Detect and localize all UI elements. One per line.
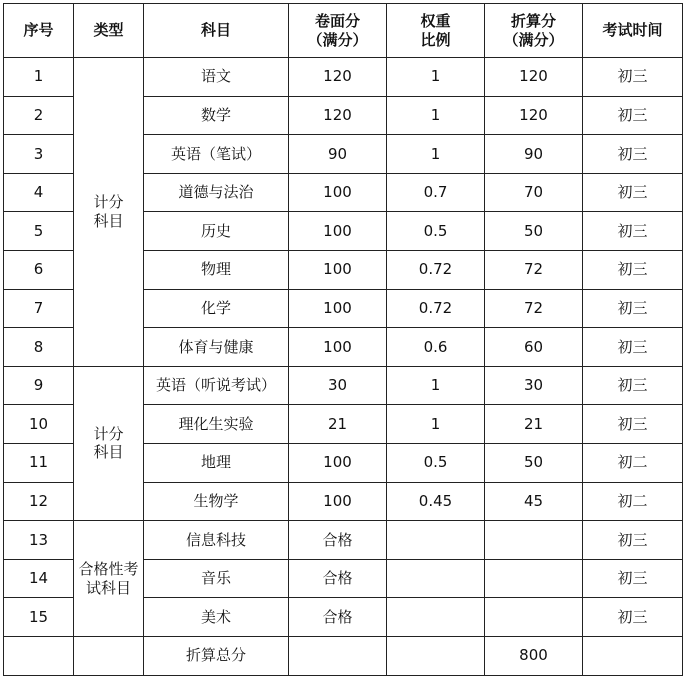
row-number: 12 — [4, 482, 74, 521]
full-score-cell: 合格 — [289, 521, 387, 560]
row-number: 14 — [4, 559, 74, 598]
subject-cell: 信息科技 — [144, 521, 289, 560]
exam-time-cell: 初三 — [583, 58, 683, 97]
converted-score-cell: 120 — [485, 58, 583, 97]
full-score-cell: 100 — [289, 212, 387, 251]
weight-cell: 1 — [387, 96, 485, 135]
full-score-cell: 30 — [289, 366, 387, 405]
header-text: 考试时间 — [602, 21, 663, 40]
converted-score-cell: 60 — [485, 328, 583, 367]
row-number: 6 — [4, 250, 74, 289]
subject-cell: 理化生实验 — [144, 405, 289, 444]
table-row — [4, 58, 683, 97]
header-text: 权重 — [420, 11, 451, 30]
full-score-cell: 100 — [289, 328, 387, 367]
type-label: 计分 — [93, 193, 124, 212]
row-number: 4 — [4, 173, 74, 212]
exam-time-cell: 初三 — [583, 328, 683, 367]
weight-cell: 1 — [387, 405, 485, 444]
weight-cell — [387, 598, 485, 637]
full-score-cell: 100 — [289, 443, 387, 482]
empty-cell — [4, 636, 74, 675]
type-cell — [74, 366, 144, 520]
weight-cell: 1 — [387, 366, 485, 405]
row-number: 13 — [4, 521, 74, 560]
exam-time-cell: 初三 — [583, 366, 683, 405]
converted-score-cell: 50 — [485, 212, 583, 251]
row-number: 8 — [4, 328, 74, 367]
weight-cell: 1 — [387, 58, 485, 97]
full-score-cell: 21 — [289, 405, 387, 444]
subject-cell: 体育与健康 — [144, 328, 289, 367]
full-score-cell: 合格 — [289, 559, 387, 598]
full-score-cell: 100 — [289, 482, 387, 521]
row-number: 5 — [4, 212, 74, 251]
type-label: 试科目 — [85, 578, 131, 597]
row-number: 7 — [4, 289, 74, 328]
total-label: 折算总分 — [144, 636, 289, 675]
type-label: 计分 — [93, 424, 124, 443]
weight-cell — [387, 559, 485, 598]
type-cell — [74, 521, 144, 637]
converted-score-cell: 21 — [485, 405, 583, 444]
row-number: 2 — [4, 96, 74, 135]
subject-cell: 道德与法治 — [144, 173, 289, 212]
total-row — [4, 636, 683, 675]
subject-cell: 数学 — [144, 96, 289, 135]
weight-cell — [387, 521, 485, 560]
weight-cell: 0.6 — [387, 328, 485, 367]
exam-time-cell: 初三 — [583, 173, 683, 212]
subject-cell: 英语（听说考试） — [144, 366, 289, 405]
converted-score-cell: 120 — [485, 96, 583, 135]
header-text: 比例 — [420, 30, 451, 49]
row-number: 10 — [4, 405, 74, 444]
subject-cell: 历史 — [144, 212, 289, 251]
exam-time-cell: 初三 — [583, 559, 683, 598]
header-text: （满分） — [503, 30, 564, 49]
converted-score-cell: 45 — [485, 482, 583, 521]
subject-cell: 化学 — [144, 289, 289, 328]
header-cell — [4, 4, 74, 58]
row-number: 1 — [4, 58, 74, 97]
header-cell — [144, 4, 289, 58]
exam-time-cell: 初三 — [583, 521, 683, 560]
empty-cell — [74, 636, 144, 675]
subject-cell: 地理 — [144, 443, 289, 482]
header-text: 序号 — [23, 21, 54, 40]
header-text: 卷面分 — [314, 11, 360, 30]
exam-time-cell: 初三 — [583, 96, 683, 135]
weight-cell: 0.72 — [387, 289, 485, 328]
header-text: 科目 — [200, 21, 231, 40]
full-score-cell: 120 — [289, 96, 387, 135]
full-score-cell: 90 — [289, 135, 387, 174]
total-value: 800 — [485, 636, 583, 675]
converted-score-cell — [485, 559, 583, 598]
converted-score-cell: 50 — [485, 443, 583, 482]
exam-time-cell: 初三 — [583, 289, 683, 328]
type-label: 科目 — [93, 211, 124, 230]
subject-cell: 语文 — [144, 58, 289, 97]
exam-time-cell: 初三 — [583, 405, 683, 444]
weight-cell: 0.5 — [387, 443, 485, 482]
header-row — [4, 4, 683, 58]
full-score-cell: 100 — [289, 173, 387, 212]
header-cell — [583, 4, 683, 58]
converted-score-cell: 72 — [485, 250, 583, 289]
subject-cell: 生物学 — [144, 482, 289, 521]
subject-cell: 物理 — [144, 250, 289, 289]
header-text: 折算分 — [510, 11, 556, 30]
weight-cell: 0.72 — [387, 250, 485, 289]
type-label: 合格性考 — [78, 559, 139, 578]
weight-cell: 0.5 — [387, 212, 485, 251]
subject-cell: 英语（笔试） — [144, 135, 289, 174]
header-cell — [289, 4, 387, 58]
weight-cell: 0.45 — [387, 482, 485, 521]
subject-cell: 音乐 — [144, 559, 289, 598]
converted-score-cell: 72 — [485, 289, 583, 328]
weight-cell: 0.7 — [387, 173, 485, 212]
full-score-cell: 120 — [289, 58, 387, 97]
full-score-cell: 100 — [289, 250, 387, 289]
header-text: （满分） — [307, 30, 368, 49]
table-row — [4, 521, 683, 560]
empty-cell — [387, 636, 485, 675]
row-number: 9 — [4, 366, 74, 405]
empty-cell — [583, 636, 683, 675]
converted-score-cell — [485, 521, 583, 560]
full-score-cell: 100 — [289, 289, 387, 328]
exam-time-cell: 初二 — [583, 482, 683, 521]
subject-cell: 美术 — [144, 598, 289, 637]
header-cell — [485, 4, 583, 58]
header-cell — [387, 4, 485, 58]
converted-score-cell: 70 — [485, 173, 583, 212]
converted-score-cell — [485, 598, 583, 637]
row-number: 3 — [4, 135, 74, 174]
empty-cell — [289, 636, 387, 675]
exam-time-cell: 初三 — [583, 212, 683, 251]
score-table — [3, 3, 683, 676]
type-label: 科目 — [93, 443, 124, 462]
header-cell — [74, 4, 144, 58]
exam-time-cell: 初三 — [583, 598, 683, 637]
converted-score-cell: 30 — [485, 366, 583, 405]
converted-score-cell: 90 — [485, 135, 583, 174]
exam-time-cell: 初三 — [583, 250, 683, 289]
header-text: 类型 — [93, 21, 124, 40]
full-score-cell: 合格 — [289, 598, 387, 637]
type-cell — [74, 58, 144, 367]
row-number: 11 — [4, 443, 74, 482]
exam-time-cell: 初二 — [583, 443, 683, 482]
weight-cell: 1 — [387, 135, 485, 174]
row-number: 15 — [4, 598, 74, 637]
exam-time-cell: 初三 — [583, 135, 683, 174]
table-row — [4, 366, 683, 405]
